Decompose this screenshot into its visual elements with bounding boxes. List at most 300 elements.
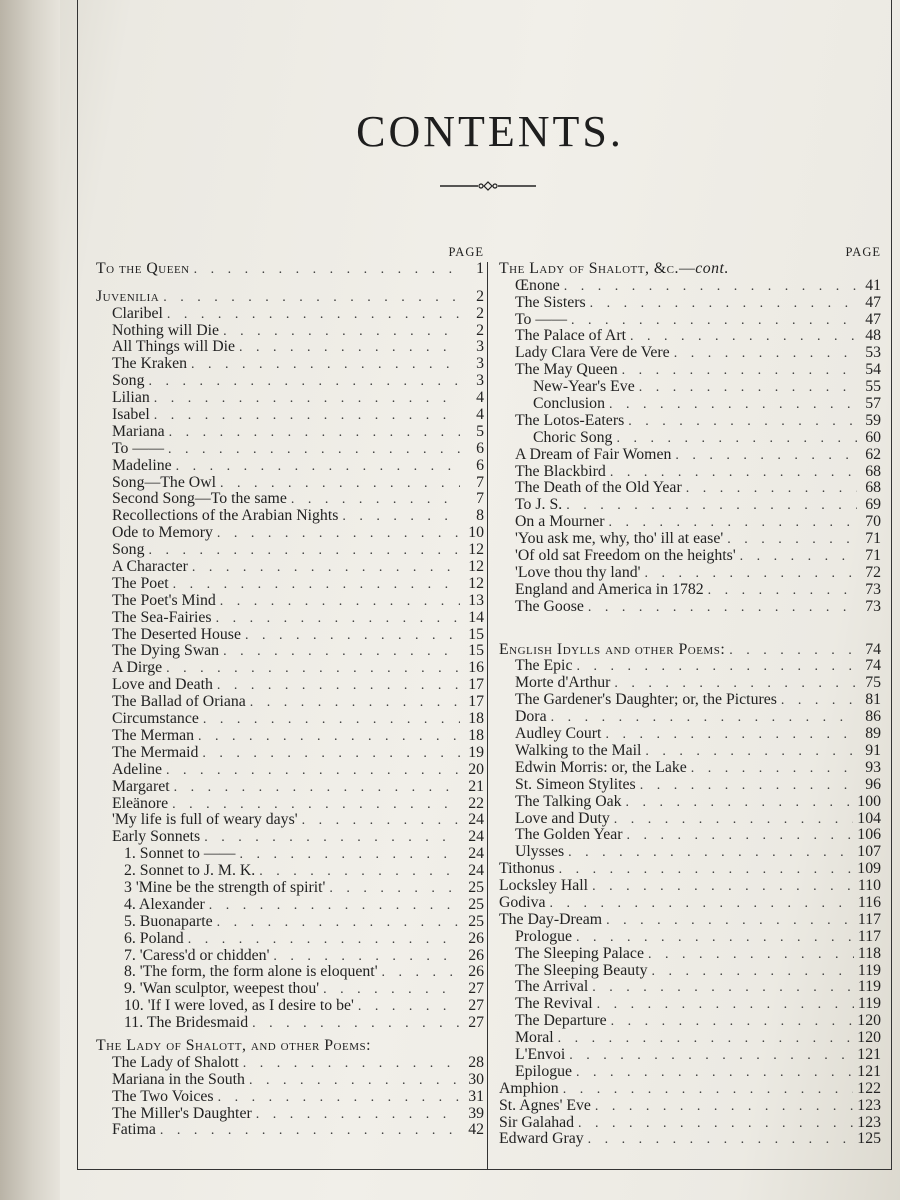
toc-entry xyxy=(96,1106,484,1123)
toc-entry xyxy=(499,979,881,996)
dot-leader xyxy=(166,661,460,677)
entry-title: The Departure xyxy=(515,1013,607,1030)
dot-leader xyxy=(329,881,460,897)
entry-page: 2 xyxy=(476,322,484,339)
entry-page: 25 xyxy=(468,896,484,913)
entry-page: 12 xyxy=(468,559,484,576)
entry-page: 122 xyxy=(857,1080,881,1097)
entry-title: The Day-Dream xyxy=(499,911,603,928)
toc-entry xyxy=(499,464,881,481)
dot-leader xyxy=(204,830,460,846)
entry-page: 28 xyxy=(468,1054,484,1071)
section-heading-shalott-cont xyxy=(499,261,881,278)
dot-leader xyxy=(605,727,857,743)
entry-title: St. Simeon Stylites xyxy=(515,776,636,793)
entry-title: Song xyxy=(112,542,145,559)
dot-leader xyxy=(217,526,460,542)
entry-page: 74 xyxy=(865,641,881,658)
entry-title: To —— xyxy=(112,440,164,457)
entry-page: 96 xyxy=(865,776,881,793)
entry-title: Ulysses xyxy=(515,844,565,861)
dot-leader xyxy=(198,729,460,745)
dot-leader xyxy=(174,780,460,796)
entry-title: The Revival xyxy=(515,996,593,1013)
toc-entry xyxy=(96,660,484,677)
dot-leader xyxy=(191,357,460,373)
entry-page: 117 xyxy=(857,911,881,928)
entry-page: 12 xyxy=(468,575,484,592)
entry-page: 91 xyxy=(865,742,881,759)
dot-leader xyxy=(592,980,854,996)
entry-page: 120 xyxy=(857,1013,881,1030)
page-column-header: PAGE xyxy=(845,245,881,259)
entry-title: To —— xyxy=(515,311,567,328)
entry-page: 6 xyxy=(476,457,484,474)
juvenilia-list xyxy=(96,306,484,847)
toc-entry xyxy=(96,458,484,475)
dot-leader xyxy=(173,577,460,593)
entry-page: 39 xyxy=(468,1105,484,1122)
toc-entry xyxy=(499,514,881,531)
toc-entry xyxy=(499,1081,881,1098)
entry-page: 71 xyxy=(865,531,881,548)
dot-leader xyxy=(630,329,857,345)
entry-title: 'My life is full of weary days' xyxy=(112,812,298,829)
entry-title: The Epic xyxy=(515,658,573,675)
entry-title: 4. Alexander xyxy=(124,896,205,913)
entry-page: 27 xyxy=(468,981,484,998)
dot-leader xyxy=(563,1082,854,1098)
entry-page: 27 xyxy=(468,1015,484,1032)
idylls-list xyxy=(499,658,881,1148)
entry-title: A Dream of Fair Women xyxy=(515,446,672,463)
dot-leader xyxy=(169,425,460,441)
entry-page: 17 xyxy=(468,677,484,694)
toc-entry xyxy=(96,508,484,525)
dot-leader xyxy=(588,1132,854,1148)
entry-page: 12 xyxy=(468,542,484,559)
entry-page: 4 xyxy=(476,390,484,407)
toc-entry xyxy=(499,827,881,844)
toc-entry xyxy=(96,846,484,863)
toc-entry xyxy=(96,948,484,965)
title-ornament-icon xyxy=(440,180,536,192)
entry-page: 57 xyxy=(865,396,881,413)
dot-leader xyxy=(166,763,460,779)
entry-page: 70 xyxy=(865,514,881,531)
toc-entry xyxy=(499,548,881,565)
entry-page: 17 xyxy=(468,694,484,711)
dot-leader xyxy=(568,845,853,861)
heading-suffix: cont. xyxy=(695,259,729,277)
entry-page: 110 xyxy=(857,878,881,895)
toc-entry xyxy=(96,407,484,424)
entry-title: Audley Court xyxy=(515,726,602,743)
toc-entry xyxy=(96,812,484,829)
entry-title: The May Queen xyxy=(515,362,618,379)
entry-page: 19 xyxy=(468,744,484,761)
dot-leader xyxy=(154,391,460,407)
entry-title: Love and Duty xyxy=(515,810,610,827)
entry-title: On a Mourner xyxy=(515,514,605,531)
toc-entry xyxy=(96,694,484,711)
entry-page: 6 xyxy=(476,440,484,457)
entry-page: 41 xyxy=(865,277,881,294)
entry-title: Dora xyxy=(515,709,547,726)
dot-leader xyxy=(148,374,460,390)
entry-page: 47 xyxy=(865,294,881,311)
dot-leader xyxy=(243,1056,460,1072)
entry-page: 25 xyxy=(468,879,484,896)
entry-title: 'You ask me, why, tho' ill at ease' xyxy=(515,531,724,548)
dot-leader xyxy=(592,879,854,895)
toc-entry xyxy=(499,295,881,312)
entry-page: 24 xyxy=(468,829,484,846)
entry-title: The Sisters xyxy=(515,294,586,311)
entry-page: 31 xyxy=(468,1088,484,1105)
entry-page: 106 xyxy=(857,827,881,844)
toc-entry xyxy=(499,895,881,912)
dot-leader xyxy=(239,340,460,356)
section-heading-shalott: The Lady of Shalott, and other Poems: xyxy=(96,1036,372,1054)
toc-entry xyxy=(499,878,881,895)
toc-entry xyxy=(499,565,881,582)
toc-entry xyxy=(96,593,484,610)
entry-title: The Arrival xyxy=(515,979,589,996)
dot-leader xyxy=(559,862,854,878)
dot-leader xyxy=(569,1048,853,1064)
dot-leader xyxy=(223,324,460,340)
toc-entry xyxy=(499,582,881,599)
entry-title: Second Song—To the same xyxy=(112,491,287,508)
dot-leader xyxy=(259,864,460,880)
entry-title: Mariana xyxy=(112,423,165,440)
entry-page: 5 xyxy=(476,423,484,440)
entry-page: 3 xyxy=(476,373,484,390)
entry-page: 117 xyxy=(857,928,881,945)
toc-entry xyxy=(96,829,484,846)
dot-leader xyxy=(729,643,857,659)
dot-leader xyxy=(627,828,854,844)
entry-page: 89 xyxy=(865,726,881,743)
entry-title: Adeline xyxy=(112,761,163,778)
entry-page: 26 xyxy=(468,947,484,964)
entry-page: 116 xyxy=(857,894,881,911)
entry-page: 123 xyxy=(857,1114,881,1131)
dot-leader xyxy=(323,982,460,998)
entry-title: 'Love thou thy land' xyxy=(515,564,641,581)
entry-title: Early Sonnets xyxy=(112,829,201,846)
dot-leader xyxy=(291,492,460,508)
entry-title: The Sea-Fairies xyxy=(112,609,212,626)
entry-page: 81 xyxy=(865,692,881,709)
toc-entry xyxy=(499,946,881,963)
toc-entry xyxy=(499,963,881,980)
entry-page: 72 xyxy=(865,564,881,581)
toc-entry xyxy=(96,542,484,559)
entry-page: 8 xyxy=(476,508,484,525)
dot-leader xyxy=(675,448,857,464)
toc-entry xyxy=(499,861,881,878)
toc-entry xyxy=(96,491,484,508)
dot-leader xyxy=(250,695,460,711)
dot-leader xyxy=(610,465,857,481)
entry-title: The Sleeping Palace xyxy=(515,945,644,962)
entry-title: The Ballad of Oriana xyxy=(112,694,246,711)
entry-page: 75 xyxy=(865,675,881,692)
entry-page: 104 xyxy=(857,810,881,827)
entry-title: All Things will Die xyxy=(112,339,236,356)
toc-entry xyxy=(96,1015,484,1032)
dot-leader xyxy=(609,515,858,531)
entry-title: The Merman xyxy=(112,727,195,744)
toc-entry xyxy=(499,379,881,396)
entry-page: 18 xyxy=(468,711,484,728)
entry-page: 42 xyxy=(468,1122,484,1139)
column-divider xyxy=(487,262,488,1170)
entry-title: The Poet's Mind xyxy=(112,592,216,609)
entry-title: 2. Sonnet to J. M. K. xyxy=(124,863,256,880)
entry-title: A Dirge xyxy=(112,660,163,677)
dot-leader xyxy=(203,712,460,728)
dot-leader xyxy=(550,896,854,912)
toc-entry xyxy=(499,328,881,345)
entry-page: 68 xyxy=(865,463,881,480)
entry-page: 47 xyxy=(865,311,881,328)
toc-entry xyxy=(96,998,484,1015)
entry-page: 120 xyxy=(857,1030,881,1047)
dot-leader xyxy=(578,1116,853,1132)
dot-leader xyxy=(674,346,857,362)
entry-title: New-Year's Eve xyxy=(533,379,635,396)
entry-page: 71 xyxy=(865,548,881,565)
dot-leader xyxy=(639,380,857,396)
entry-page: 16 xyxy=(468,660,484,677)
toc-entry xyxy=(499,658,881,675)
toc-entry xyxy=(96,576,484,593)
toc-entry xyxy=(96,931,484,948)
dot-leader xyxy=(148,543,460,559)
dot-leader xyxy=(168,442,460,458)
dot-leader xyxy=(558,1031,854,1047)
toc-entry xyxy=(499,1064,881,1081)
dot-leader xyxy=(590,296,857,312)
shalott-list xyxy=(96,1055,484,1139)
dot-leader xyxy=(781,693,857,709)
entry-page: 18 xyxy=(468,727,484,744)
entry-page: 121 xyxy=(857,1046,881,1063)
entry-title: Locksley Hall xyxy=(499,878,589,895)
entry-title: Isabel xyxy=(112,407,150,424)
entry-title: 6. Poland xyxy=(124,930,184,947)
dot-leader xyxy=(626,795,854,811)
dot-leader xyxy=(216,611,460,627)
entry-page: 48 xyxy=(865,328,881,345)
toc-entry xyxy=(499,844,881,861)
entry-page: 10 xyxy=(468,525,484,542)
dot-leader xyxy=(571,313,857,329)
entry-page: 55 xyxy=(865,379,881,396)
entry-title: 8. 'The form, the form alone is eloquent' xyxy=(124,964,378,981)
entry-page: 93 xyxy=(865,759,881,776)
dot-leader xyxy=(740,549,857,565)
entry-title: The Sleeping Beauty xyxy=(515,962,648,979)
entry-title: Lady Clara Vere de Vere xyxy=(515,345,670,362)
toc-entry xyxy=(96,1089,484,1106)
entry-title: 9. 'Wan sculptor, weepest thou' xyxy=(124,981,320,998)
entry-page: 7 xyxy=(476,474,484,491)
dot-leader xyxy=(209,898,460,914)
entry-title: Prologue xyxy=(515,928,573,945)
toc-entry xyxy=(499,1047,881,1064)
entry-title: 5. Buonaparte xyxy=(124,913,213,930)
toc-entry xyxy=(96,779,484,796)
entry-page: 7 xyxy=(476,491,484,508)
toc-entry xyxy=(96,373,484,390)
entry-title: Recollections of the Arabian Nights xyxy=(112,508,339,525)
toc-entry xyxy=(499,794,881,811)
entry-page: 119 xyxy=(857,996,881,1013)
entry-title: Œnone xyxy=(515,277,560,294)
entry-title: The Palace of Art xyxy=(515,328,626,345)
entry-title: Amphion xyxy=(499,1080,559,1097)
entry-page: 3 xyxy=(476,356,484,373)
toc-entry xyxy=(499,396,881,413)
toc-entry xyxy=(96,390,484,407)
entry-page: 13 xyxy=(468,592,484,609)
dot-leader xyxy=(160,1123,460,1139)
toc-entry xyxy=(499,480,881,497)
toc-entry xyxy=(499,312,881,329)
entry-page: 27 xyxy=(468,998,484,1015)
dot-leader xyxy=(256,1107,460,1123)
entry-page: 24 xyxy=(468,863,484,880)
dot-leader xyxy=(727,532,857,548)
entry-title: Ode to Memory xyxy=(112,525,213,542)
section-title: Juvenilia xyxy=(96,288,160,305)
toc-entry xyxy=(96,880,484,897)
dot-leader xyxy=(614,812,854,828)
entry-title: Morte d'Arthur xyxy=(515,675,611,692)
entry-title: The Two Voices xyxy=(112,1088,214,1105)
entry-page: 22 xyxy=(468,795,484,812)
entry-title: Circumstance xyxy=(112,711,199,728)
entry-title: The Lady of Shalott xyxy=(112,1054,239,1071)
entry-title: The Miller's Daughter xyxy=(112,1105,252,1122)
entry-page: 107 xyxy=(857,844,881,861)
entry-title: Edwin Morris: or, the Lake xyxy=(515,759,687,776)
entry-title: The Gardener's Daughter; or, the Pictures xyxy=(515,692,777,709)
dot-leader xyxy=(576,1065,853,1081)
entry-page: 14 xyxy=(468,609,484,626)
entry-title: The Poet xyxy=(112,575,169,592)
toc-right-column xyxy=(499,244,881,1148)
toc-entry xyxy=(499,278,881,295)
entry-page: 4 xyxy=(476,407,484,424)
heading-text: The Lady of Shalott, &c.— xyxy=(499,259,696,277)
toc-entry xyxy=(96,424,484,441)
dot-leader xyxy=(154,408,460,424)
entry-page: 3 xyxy=(476,339,484,356)
toc-entry xyxy=(96,796,484,813)
entry-page: 54 xyxy=(865,362,881,379)
entry-title: Song xyxy=(112,373,145,390)
entry-title: Godiva xyxy=(499,894,546,911)
entry-title: England and America in 1782 xyxy=(515,581,704,598)
entry-page: 59 xyxy=(865,412,881,429)
dot-leader xyxy=(220,476,460,492)
toc-entry xyxy=(499,726,881,743)
dot-leader xyxy=(645,744,857,760)
toc-entry xyxy=(499,777,881,794)
toc-entry xyxy=(499,497,881,514)
dot-leader xyxy=(622,363,857,379)
entry-page: 60 xyxy=(865,429,881,446)
toc-entry xyxy=(96,339,484,356)
dot-leader xyxy=(564,279,857,295)
dot-leader xyxy=(606,913,854,929)
toc-entry xyxy=(499,1115,881,1132)
toc-entry xyxy=(96,1072,484,1089)
entry-page: 53 xyxy=(865,345,881,362)
toc-entry xyxy=(96,525,484,542)
entry-title: Conclusion xyxy=(533,396,605,413)
toc-entry xyxy=(96,610,484,627)
toc-entry xyxy=(96,897,484,914)
toc-entry xyxy=(96,964,484,981)
entry-page: 121 xyxy=(857,1063,881,1080)
toc-entry xyxy=(499,1098,881,1115)
toc-entry xyxy=(96,863,484,880)
dot-leader xyxy=(358,999,460,1015)
toc-entry xyxy=(499,709,881,726)
dot-leader xyxy=(302,813,460,829)
toc-section-idylls xyxy=(499,642,881,659)
dot-leader xyxy=(176,459,460,475)
entry-page: 15 xyxy=(468,626,484,643)
entry-page: 109 xyxy=(857,861,881,878)
toc-entry xyxy=(96,306,484,323)
entry-title: The Goose xyxy=(515,598,584,615)
page-title: CONTENTS. xyxy=(356,107,624,156)
entry-page: 119 xyxy=(857,962,881,979)
toc-entry xyxy=(499,1131,881,1148)
dot-leader xyxy=(628,414,857,430)
entry-page: 118 xyxy=(857,945,881,962)
dot-leader xyxy=(616,431,857,447)
dot-leader xyxy=(382,965,460,981)
toc-entry xyxy=(96,677,484,694)
entry-page: 2 xyxy=(476,305,484,322)
entry-title: The Golden Year xyxy=(515,827,623,844)
dot-leader xyxy=(566,498,857,514)
dot-leader xyxy=(273,949,460,965)
toc-left-column xyxy=(96,244,484,1139)
entry-title: To J. S. xyxy=(515,497,563,514)
entry-title: L'Envoi xyxy=(515,1046,566,1063)
toc-entry xyxy=(96,261,484,278)
toc-entry xyxy=(96,627,484,644)
toc-entry xyxy=(499,912,881,929)
entry-title: Love and Death xyxy=(112,677,213,694)
toc-section-juvenilia xyxy=(96,289,484,306)
entry-title: To the Queen xyxy=(96,260,190,277)
toc-entry xyxy=(499,362,881,379)
entry-page: 73 xyxy=(865,581,881,598)
dot-leader xyxy=(249,1073,460,1089)
entry-title: The Lotos-Eaters xyxy=(515,412,625,429)
entry-title: 1. Sonnet to —— xyxy=(124,846,236,863)
